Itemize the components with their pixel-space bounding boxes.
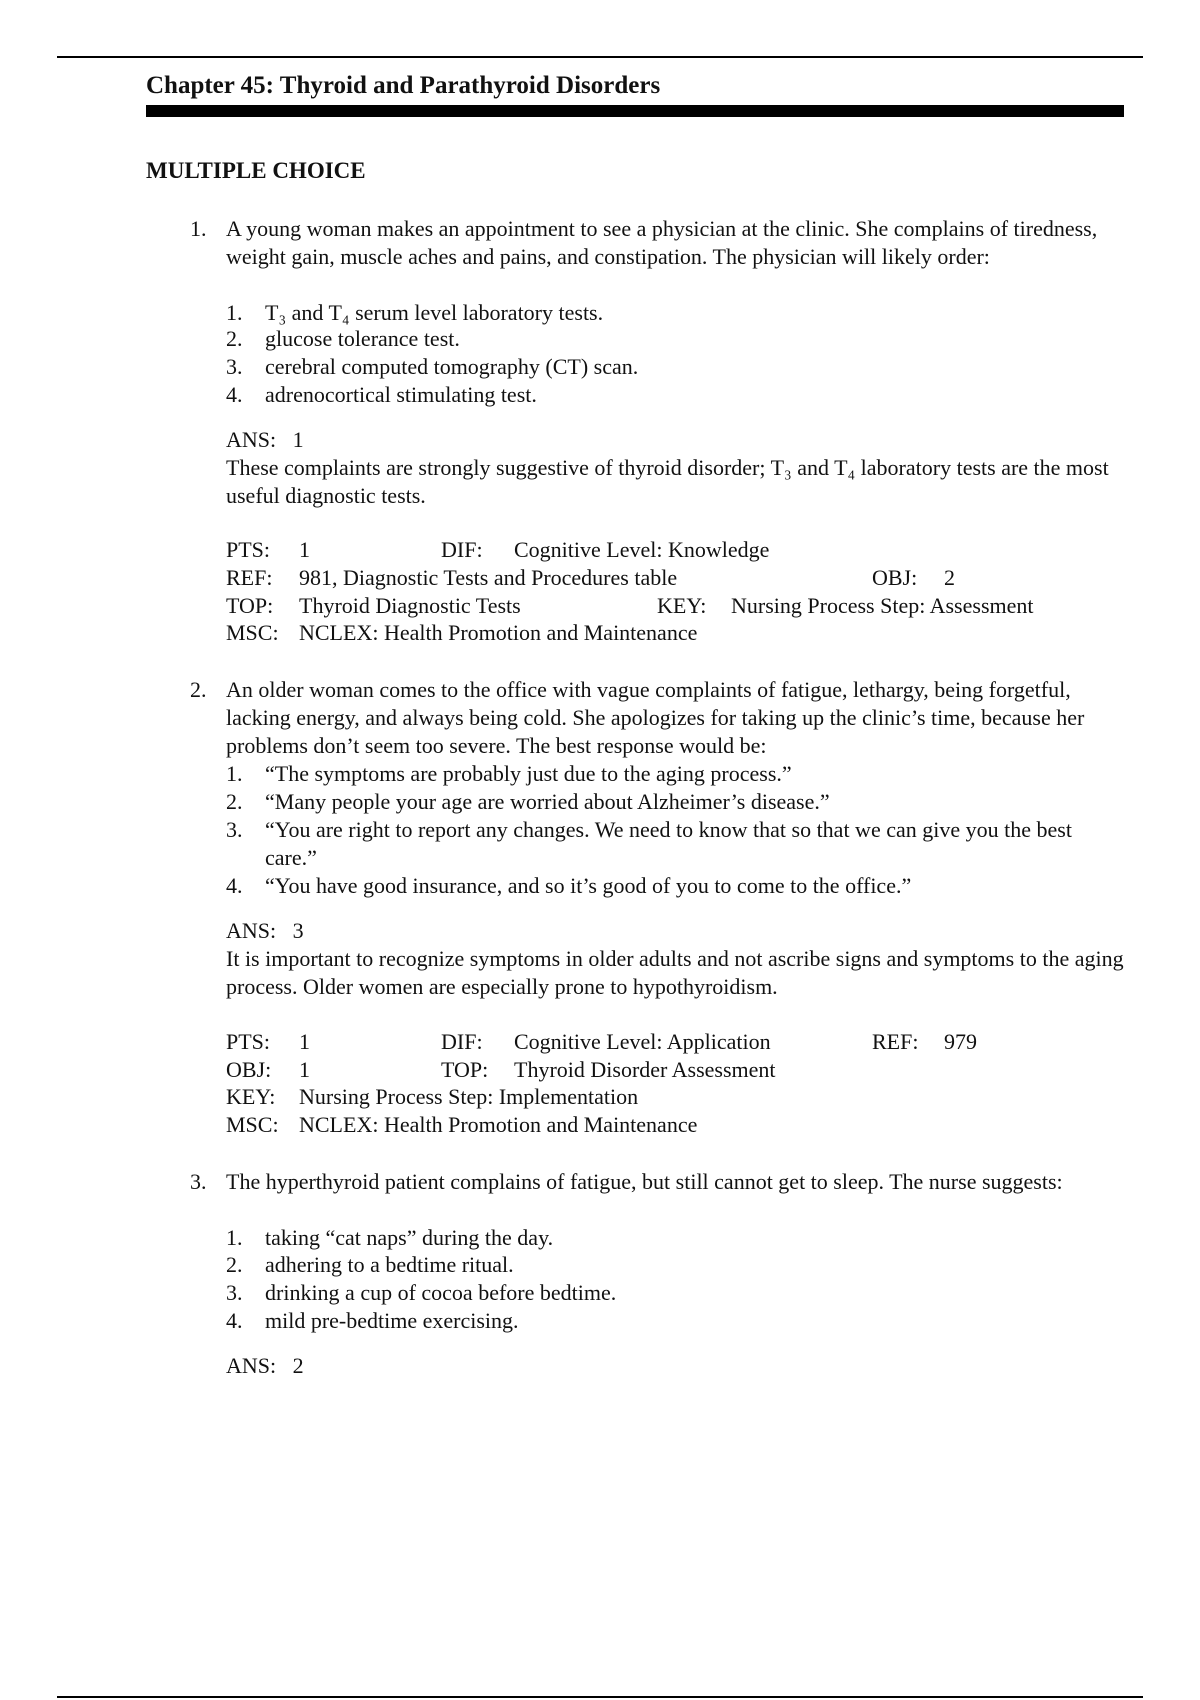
chapter-title: Chapter 45: Thyroid and Parathyroid Disorders (146, 72, 661, 99)
option-text: adhering to a bedtime ritual. (265, 1252, 514, 1277)
option-text: taking “cat naps” during the day. (265, 1225, 554, 1250)
meta-label: TOP: (226, 593, 274, 618)
option-number: 3. (226, 354, 243, 379)
answer-value: 3 (292, 918, 304, 943)
title-underline-bar (146, 105, 1124, 117)
answer-label: ANS: (226, 427, 277, 452)
meta-label: KEY: (226, 1084, 276, 1109)
answer-label: ANS: (226, 1353, 277, 1378)
option-text: “You have good insurance, and so it’s good of you to come to the office.” (265, 873, 912, 898)
top-rule (57, 56, 1143, 58)
meta-label: OBJ: (872, 565, 918, 590)
answer-line (226, 426, 304, 454)
question-number: 1. (190, 216, 207, 241)
meta-value: Nursing Process Step: Assessment (731, 593, 1034, 618)
meta-value: 1 (299, 537, 310, 562)
option-number: 2. (226, 326, 243, 351)
meta-label: KEY: (657, 593, 707, 618)
option-number: 1. (226, 761, 243, 786)
meta-value: NCLEX: Health Promotion and Maintenance (299, 1112, 698, 1137)
meta-label: TOP: (441, 1057, 489, 1082)
question-number: 3. (190, 1169, 207, 1194)
answer-line (226, 1352, 304, 1380)
meta-value: Thyroid Diagnostic Tests (299, 593, 521, 618)
option-number: 3. (226, 817, 243, 842)
answer-line (226, 917, 304, 945)
meta-value: Thyroid Disorder Assessment (514, 1057, 776, 1082)
meta-value: 981, Diagnostic Tests and Procedures table (299, 565, 678, 590)
option-text: T₃ and T₄ serum level laboratory tests. (265, 300, 604, 325)
answer-label: ANS: (226, 918, 277, 943)
meta-label: REF: (872, 1029, 919, 1054)
option-number: 4. (226, 873, 243, 898)
option-text: “Many people your age are worried about Alzheimer’s disease.” (265, 789, 830, 814)
section-heading: MULTIPLE CHOICE (146, 158, 366, 183)
meta-label: OBJ: (226, 1057, 272, 1082)
option-text: “You are right to report any changes. We need to know that so that we can give you the best care.” (265, 817, 1072, 870)
meta-label: PTS: (226, 1029, 271, 1054)
meta-value: Cognitive Level: Application (514, 1029, 771, 1054)
meta-value: 979 (944, 1029, 977, 1054)
meta-label: REF: (226, 565, 273, 590)
meta-label: MSC: (226, 1112, 279, 1137)
option-text: drinking a cup of cocoa before bedtime. (265, 1280, 617, 1305)
meta-label: PTS: (226, 537, 271, 562)
question-stem: A young woman makes an appointment to see a physician at the clinic. She complains of tiredness, weight gain, muscle aches and pains, and constipation. The physician will likely order: (226, 216, 1098, 269)
option-number: 4. (226, 382, 243, 407)
answer-value: 1 (292, 427, 304, 452)
option-number: 4. (226, 1308, 243, 1333)
option-text: adrenocortical stimulating test. (265, 382, 537, 407)
option-text: glucose tolerance test. (265, 326, 460, 351)
meta-value: 1 (299, 1057, 310, 1082)
question-stem: An older woman comes to the office with vague complaints of fatigue, lethargy, being forgetful, lacking energy, and always being cold. She apologizes for taking up the clinic’s time, because her problems don’t seem too severe. The best response would be: (226, 677, 1085, 758)
answer-value: 2 (292, 1353, 304, 1378)
option-text: cerebral computed tomography (CT) scan. (265, 354, 639, 379)
meta-label: DIF: (441, 537, 483, 562)
meta-label: MSC: (226, 620, 279, 645)
option-number: 2. (226, 1252, 243, 1277)
meta-label: DIF: (441, 1029, 483, 1054)
meta-value: 2 (944, 565, 955, 590)
option-text: “The symptoms are probably just due to the aging process.” (265, 761, 792, 786)
question-stem: The hyperthyroid patient complains of fatigue, but still cannot get to sleep. The nurse suggests: (226, 1169, 1063, 1194)
meta-value: Nursing Process Step: Implementation (299, 1084, 639, 1109)
option-number: 1. (226, 300, 243, 325)
rationale: It is important to recognize symptoms in older adults and not ascribe signs and symptoms to the aging process. Older women are especially prone to hypothyroidism. (226, 946, 1124, 999)
option-number: 1. (226, 1225, 243, 1250)
rationale: These complaints are strongly suggestive of thyroid disorder; T₃ and T₄ laboratory tests are the most useful diagnostic tests. (226, 455, 1109, 508)
meta-value: Cognitive Level: Knowledge (514, 537, 770, 562)
bottom-rule (57, 1696, 1143, 1698)
meta-value: NCLEX: Health Promotion and Maintenance (299, 620, 698, 645)
option-text: mild pre-bedtime exercising. (265, 1308, 519, 1333)
option-number: 2. (226, 789, 243, 814)
option-number: 3. (226, 1280, 243, 1305)
question-number: 2. (190, 677, 207, 702)
meta-value: 1 (299, 1029, 310, 1054)
